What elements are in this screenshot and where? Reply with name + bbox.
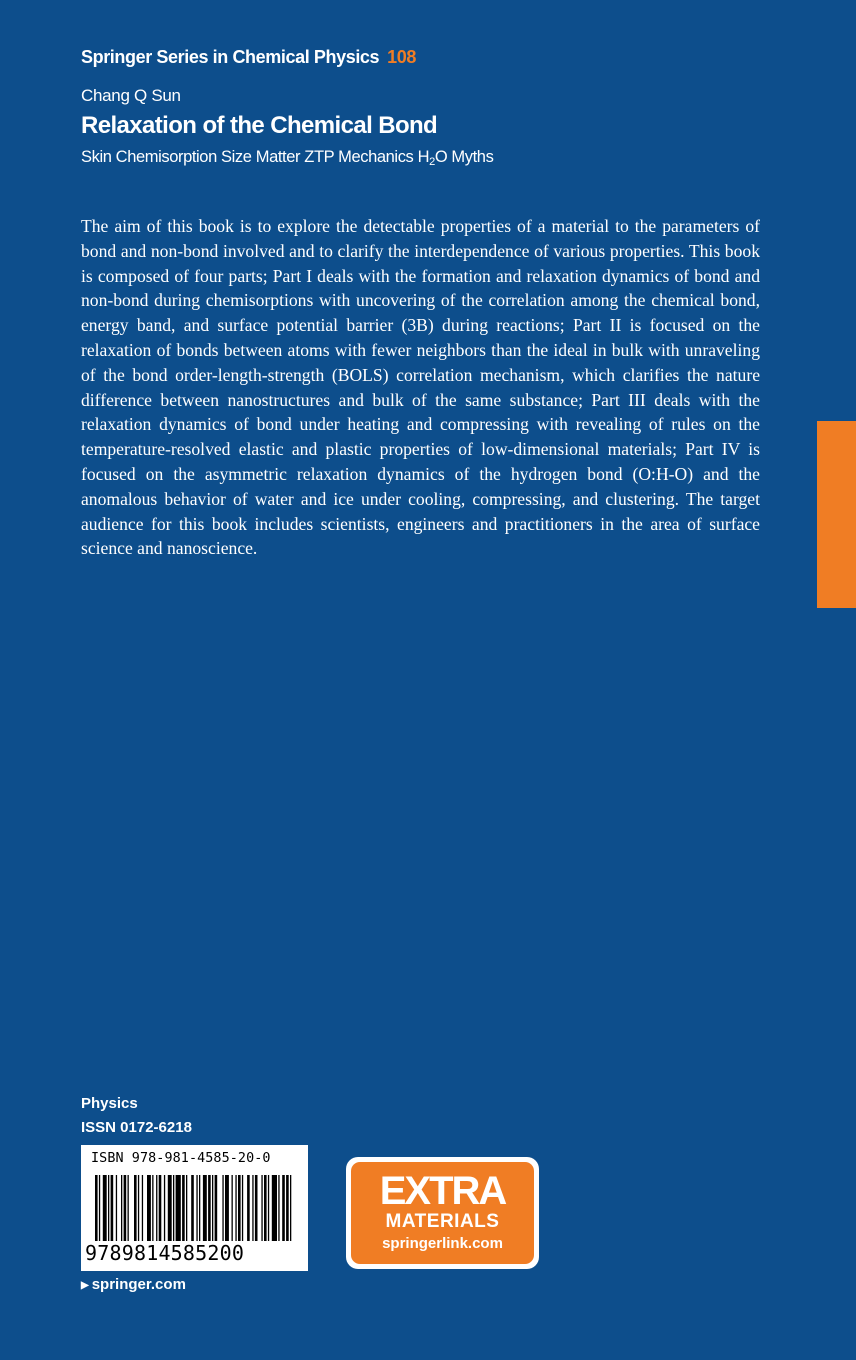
book-description: The aim of this book is to explore the detectable properties of a material to the parameters of bond and non-bond involved and to clarify the interdependence of various properties. This book is composed of four parts; Part I deals with the formation and relaxation dynamics of bond and non-bond during chemisorptions with uncovering of the correlation among the chemical bond, energy band, and surface potential barrier (3B) during reactions; Part II is focused on the relaxation of bonds between atoms with fewer neighbors than the ideal in bulk with unraveling of the bond order-length-strength (BOLS) correlation mechanism, which clarifies the nature difference between nanostructures and bulk of the same substance; Part III deals with the relaxation dynamics of bond under heating and compressing with revealing of rules on the temperature-resolved elastic and plastic properties of low-dimensional materials; Part IV is focused on the asymmetric relaxation dynamics of the hydrogen bond (O:H-O) and the anomalous behavior of water and ice under cooling, compressing, and clustering. The target audience for this book includes scientists, engineers and practitioners in the area of surface science and nanoscience. <box>81 216 760 559</box>
subtitle-subscript: 2 <box>429 156 435 168</box>
book-title: Relaxation of the Chemical Bond <box>81 112 438 139</box>
ean-digits: 9789814585200 <box>85 1241 245 1265</box>
spine-tab <box>817 421 856 608</box>
extra-materials-badge-inner <box>351 1162 534 1264</box>
issn-number: ISSN 0172-6218 <box>81 1119 192 1136</box>
badge-url-text: springerlink.com <box>382 1235 503 1252</box>
springer-site-link[interactable] <box>81 1276 186 1293</box>
series-number: 108 <box>387 47 416 67</box>
barcode-panel <box>81 1145 308 1271</box>
subtitle-text-end: O Myths <box>434 148 494 166</box>
subtitle-text: Skin Chemisorption Size Matter ZTP Mechanics H <box>81 148 430 166</box>
book-subtitle <box>81 148 493 167</box>
badge-extra-text: EXTRA <box>379 1169 506 1213</box>
barcode-icon <box>95 1175 295 1241</box>
triangle-right-icon: ▶ <box>81 1280 89 1291</box>
site-link-label: springer.com <box>91 1276 186 1293</box>
extra-materials-badge[interactable] <box>346 1157 539 1269</box>
author-name: Chang Q Sun <box>81 86 181 105</box>
series-name: Springer Series in Chemical Physics <box>81 47 380 67</box>
badge-materials-text: MATERIALS <box>385 1211 500 1232</box>
series-line <box>81 47 416 68</box>
isbn-label: ISBN 978-981-4585-20-0 <box>91 1151 271 1166</box>
subject-category: Physics <box>81 1095 138 1112</box>
